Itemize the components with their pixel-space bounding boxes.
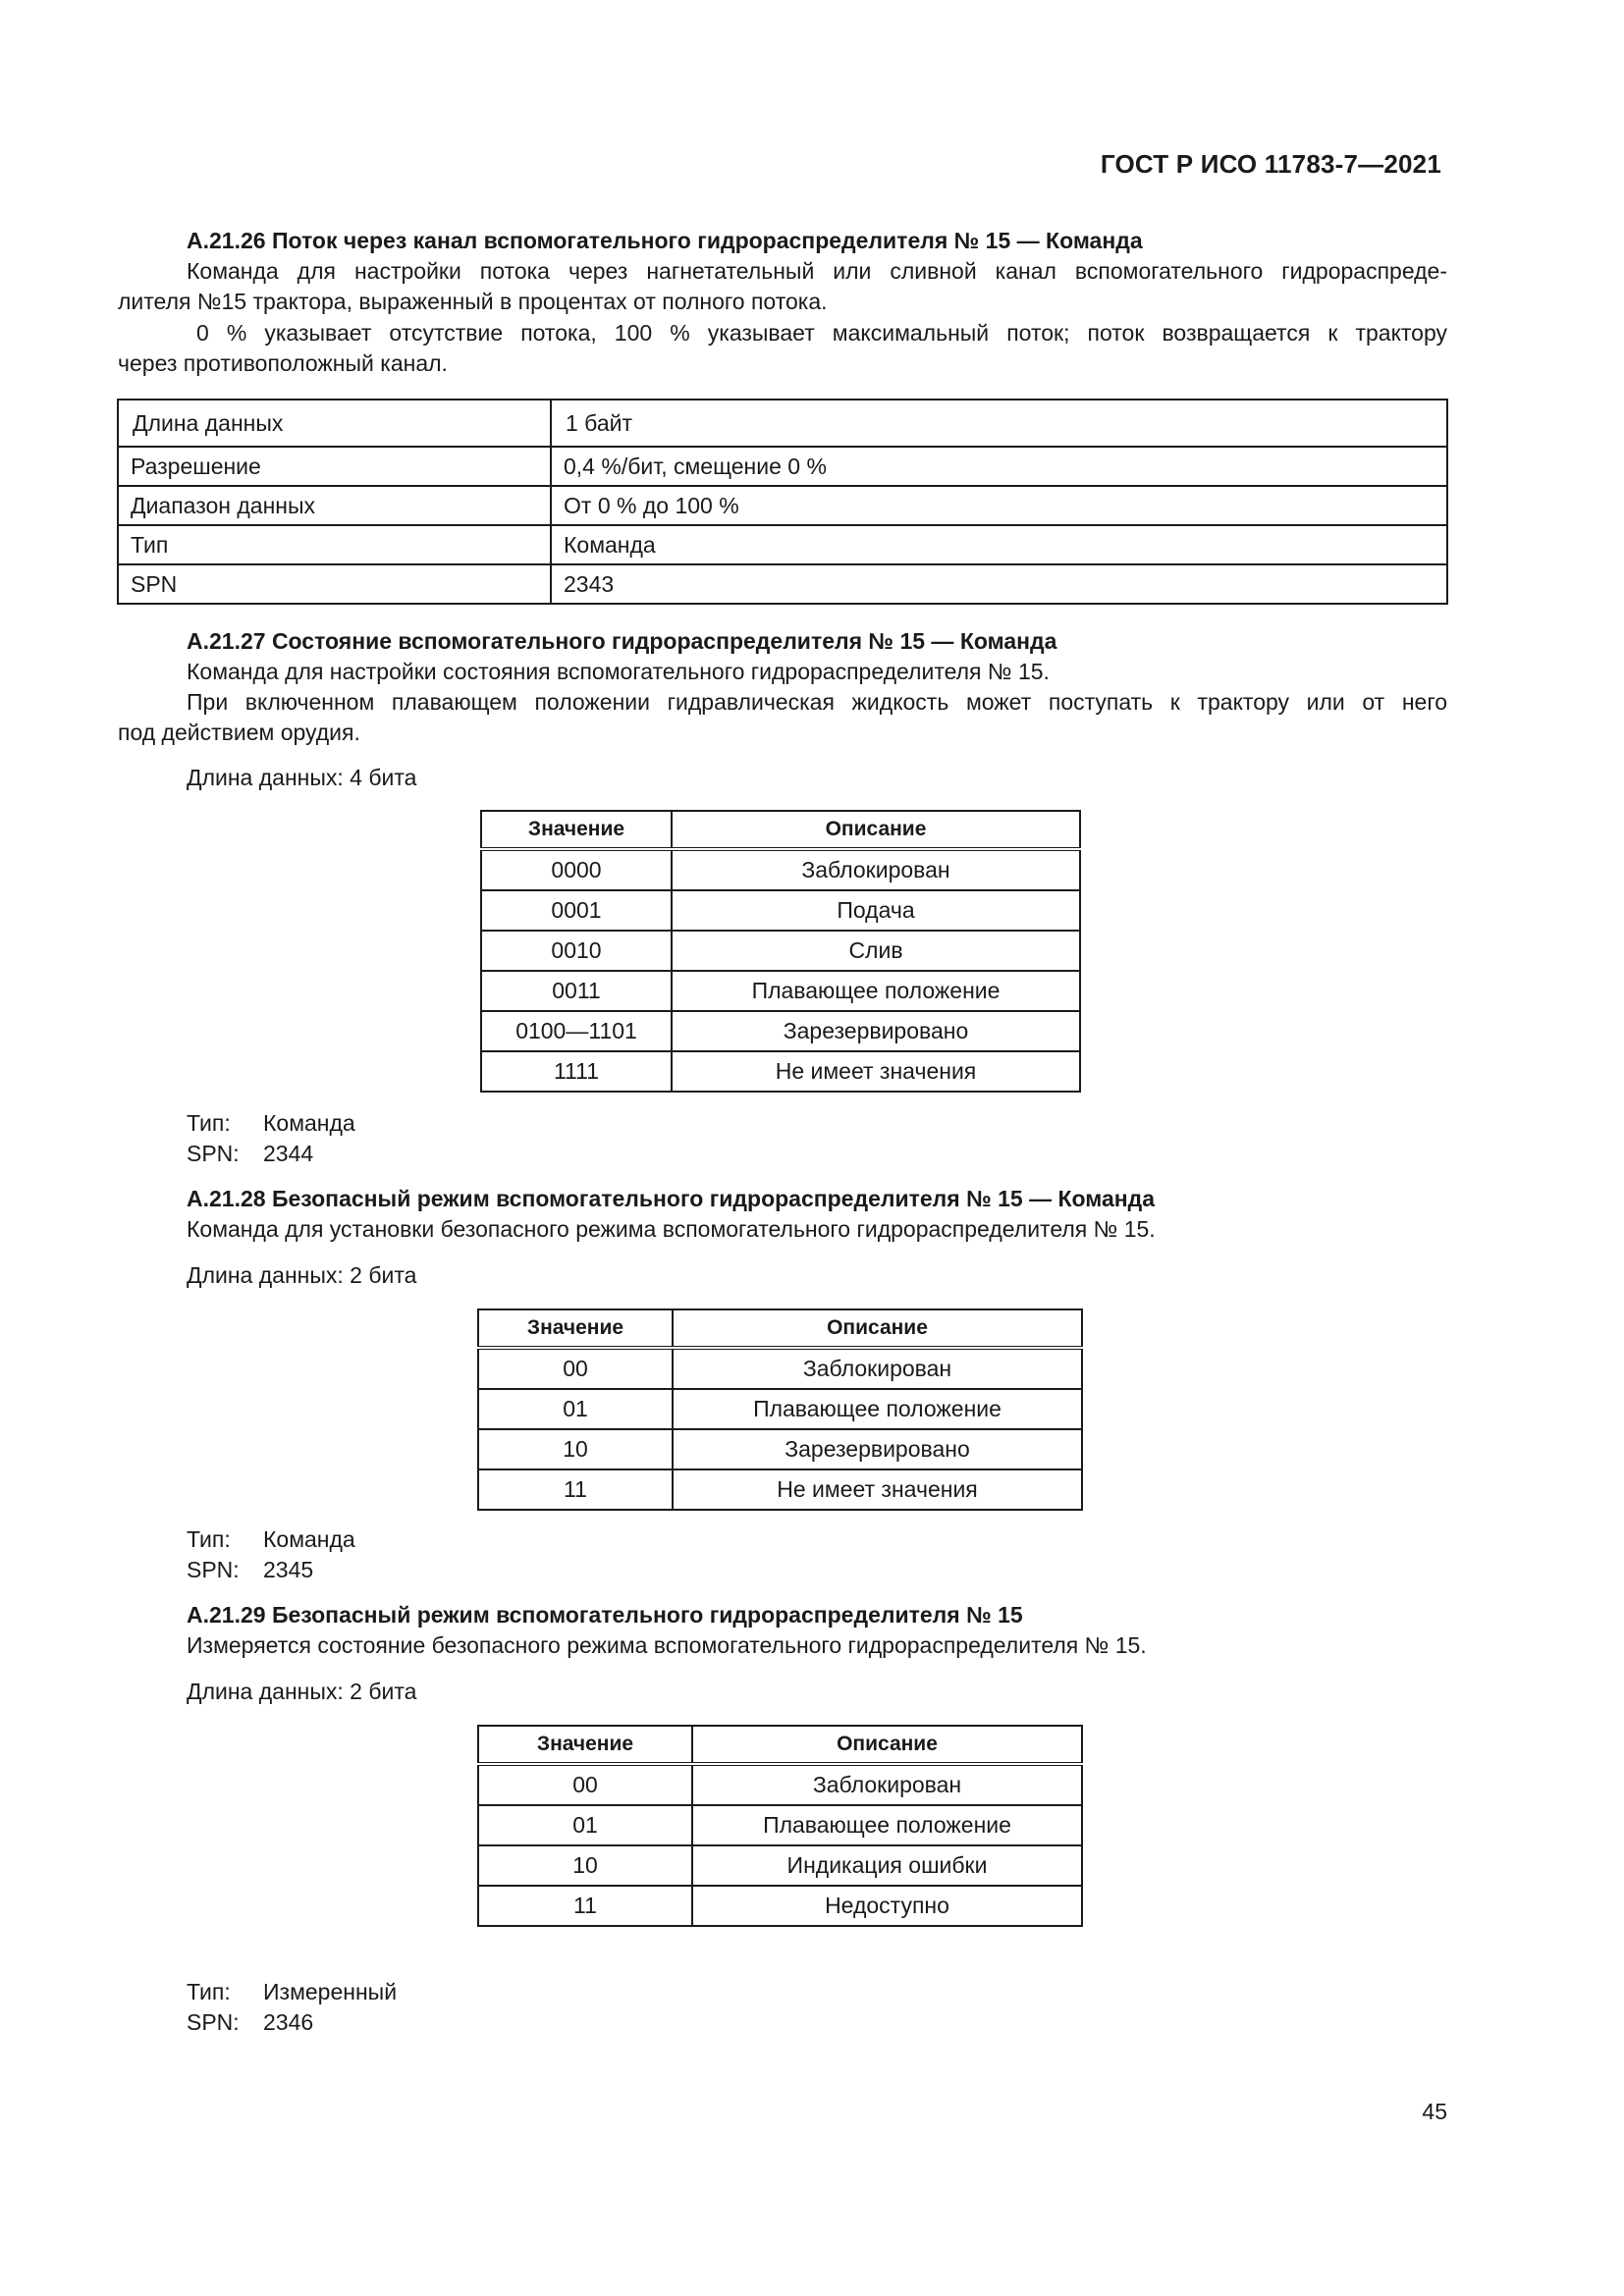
type-value: Команда: [263, 1526, 355, 1552]
section-title-a21-26: А.21.26 Поток через канал вспомогательного гидрораспределителя № 15 — Команда: [187, 228, 1143, 253]
column-header-description: Описание: [673, 1309, 1082, 1348]
values-table-a21-29: [477, 1725, 1083, 1927]
description-cell: Заблокирован: [692, 1764, 1082, 1805]
column-header-description: Описание: [692, 1726, 1082, 1764]
section-title-a21-28: А.21.28 Безопасный режим вспомогательного гидрораспределителя № 15 — Команда: [187, 1186, 1156, 1211]
table-row: [118, 525, 1447, 564]
type-label: Тип:: [187, 1526, 231, 1552]
value-cell: 0100—1101: [481, 1011, 672, 1051]
type-label: Тип:: [187, 1110, 231, 1136]
paragraph-line: лителя №15 трактора, выраженный в процентах от полного потока.: [118, 289, 828, 314]
description-cell: Плавающее положение: [673, 1389, 1082, 1429]
column-header-value: Значение: [478, 1309, 673, 1348]
value-cell: 10: [478, 1429, 673, 1469]
description-cell: Плавающее положение: [672, 971, 1080, 1011]
data-length-label: Длина данных: 2 бита: [187, 1679, 417, 1704]
table-value-cell: 2343: [551, 564, 1447, 604]
paragraph-line: Команда для настройки состояния вспомогательного гидрораспределителя № 15.: [187, 659, 1050, 684]
spn-value: 2344: [263, 1141, 314, 1166]
table-row: [481, 971, 1080, 1011]
paragraph-line: под действием орудия.: [118, 720, 360, 745]
type-label: Тип:: [187, 1979, 231, 2004]
table-header-row: [481, 811, 1080, 849]
document-number: ГОСТ Р ИСО 11783-7—2021: [1100, 149, 1441, 179]
table-row: [118, 564, 1447, 604]
values-table-a21-28: [477, 1308, 1083, 1511]
value-cell: 0001: [481, 890, 672, 931]
description-cell: Недоступно: [692, 1886, 1082, 1926]
description-cell: Заблокирован: [672, 849, 1080, 890]
table-row: [481, 1011, 1080, 1051]
parameters-table-a21-26: [117, 399, 1448, 605]
table-key-cell: SPN: [118, 564, 551, 604]
value-cell: 11: [478, 1469, 673, 1510]
data-length-label: Длина данных: 4 бита: [187, 765, 417, 790]
column-header-value: Значение: [478, 1726, 692, 1764]
table-value-cell: От 0 % до 100 %: [551, 486, 1447, 525]
table-key-cell: Тип: [118, 525, 551, 564]
value-cell: 11: [478, 1886, 692, 1926]
table-row: [478, 1389, 1082, 1429]
description-cell: Заблокирован: [673, 1348, 1082, 1389]
table-row: [481, 849, 1080, 890]
paragraph-line: 0 % указывает отсутствие потока, 100 % указывает максимальный поток; поток возвращается к трактору: [196, 320, 1447, 346]
value-cell: 0010: [481, 931, 672, 971]
paragraph-line: Команда для настройки потока через нагнетательный или сливной канал вспомогательного гидрораспреде-: [187, 258, 1447, 284]
paragraph-line: через противоположный канал.: [118, 350, 448, 376]
column-header-value: Значение: [481, 811, 672, 849]
description-cell: Индикация ошибки: [692, 1845, 1082, 1886]
type-line: [187, 1108, 355, 1139]
table-value-cell: 0,4 %/бит, смещение 0 %: [551, 447, 1447, 486]
table-key-cell: Разрешение: [118, 447, 551, 486]
spn-line: [187, 1139, 313, 1169]
table-row: [478, 1469, 1082, 1510]
spn-label: SPN:: [187, 2009, 240, 2035]
value-cell: 01: [478, 1805, 692, 1845]
type-line: [187, 1524, 355, 1555]
description-cell: Не имеет значения: [673, 1469, 1082, 1510]
table-row: [481, 890, 1080, 931]
description-cell: Зарезервировано: [673, 1429, 1082, 1469]
spn-line: [187, 2007, 313, 2038]
value-cell: 0000: [481, 849, 672, 890]
table-header-row: [478, 1309, 1082, 1348]
description-cell: Зарезервировано: [672, 1011, 1080, 1051]
description-cell: Не имеет значения: [672, 1051, 1080, 1092]
table-row: [478, 1845, 1082, 1886]
table-row: [118, 447, 1447, 486]
page-number: 45: [1422, 2099, 1447, 2124]
value-cell: 1111: [481, 1051, 672, 1092]
paragraph-line: При включенном плавающем положении гидравлическая жидкость может поступать к трактору или от него: [187, 689, 1447, 715]
table-value-cell: 1 байт: [551, 400, 1447, 447]
paragraph-line: Команда для установки безопасного режима вспомогательного гидрораспределителя № 15.: [187, 1216, 1156, 1242]
table-row: [478, 1764, 1082, 1805]
spn-line: [187, 1555, 313, 1585]
table-key-cell: Диапазон данных: [118, 486, 551, 525]
table-row: [481, 1051, 1080, 1092]
table-value-cell: Команда: [551, 525, 1447, 564]
table-row: [478, 1805, 1082, 1845]
table-row: [118, 486, 1447, 525]
spn-label: SPN:: [187, 1141, 240, 1166]
data-length-label: Длина данных: 2 бита: [187, 1262, 417, 1288]
section-title-a21-27: А.21.27 Состояние вспомогательного гидрораспределителя № 15 — Команда: [187, 628, 1057, 654]
spn-value: 2346: [263, 2009, 314, 2035]
value-cell: 00: [478, 1348, 673, 1389]
type-value: Команда: [263, 1110, 355, 1136]
table-row: [478, 1429, 1082, 1469]
spn-value: 2345: [263, 1557, 314, 1582]
table-header-row: [478, 1726, 1082, 1764]
table-key-cell: Длина данных: [118, 400, 551, 447]
table-row: [478, 1886, 1082, 1926]
value-cell: 00: [478, 1764, 692, 1805]
paragraph-line: Измеряется состояние безопасного режима вспомогательного гидрораспределителя № 15.: [187, 1632, 1147, 1658]
description-cell: Плавающее положение: [692, 1805, 1082, 1845]
table-row: [478, 1348, 1082, 1389]
type-value: Измеренный: [263, 1979, 398, 2004]
type-line: [187, 1977, 397, 2007]
table-row: [481, 931, 1080, 971]
column-header-description: Описание: [672, 811, 1080, 849]
value-cell: 0011: [481, 971, 672, 1011]
value-cell: 10: [478, 1845, 692, 1886]
description-cell: Слив: [672, 931, 1080, 971]
spn-label: SPN:: [187, 1557, 240, 1582]
table-row: [118, 400, 1447, 447]
description-cell: Подача: [672, 890, 1080, 931]
values-table-a21-27: [480, 810, 1081, 1093]
value-cell: 01: [478, 1389, 673, 1429]
section-title-a21-29: А.21.29 Безопасный режим вспомогательного гидрораспределителя № 15: [187, 1602, 1023, 1628]
